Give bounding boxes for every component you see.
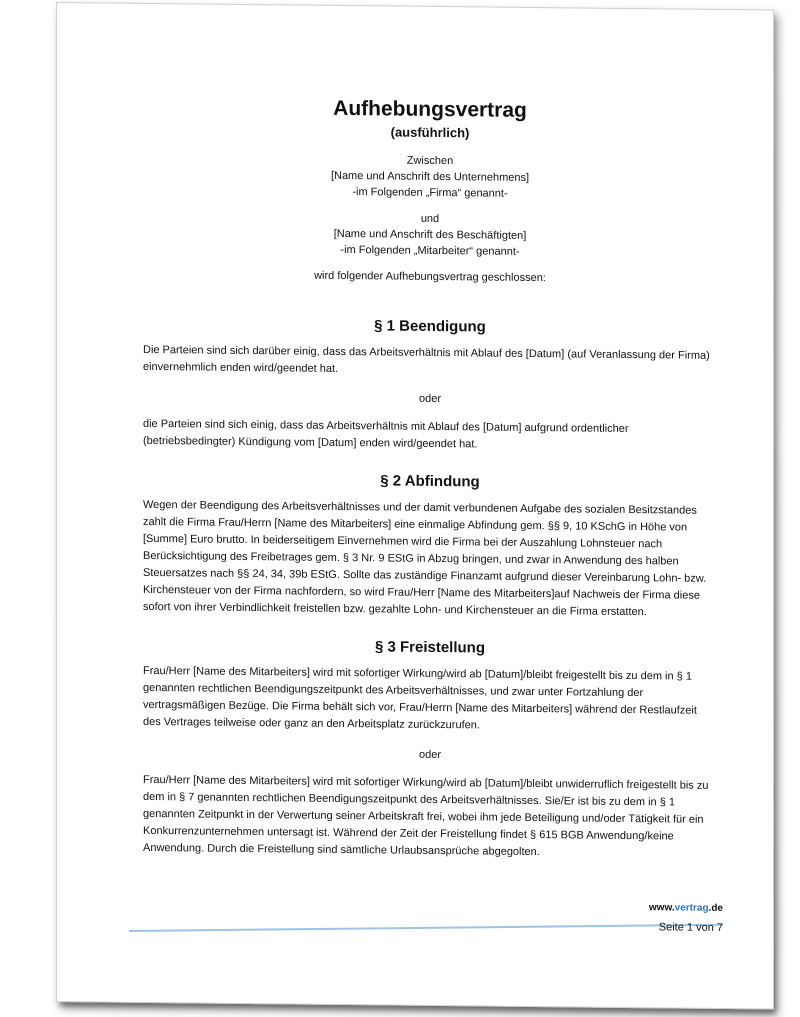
section-heading-beendigung: § 1 Beendigung	[374, 317, 486, 336]
document-title: Aufhebungsvertrag	[333, 96, 527, 122]
document-header	[143, 94, 717, 289]
section-1-paragraph-1: Die Parteien sind sich darüber einig, dass das Arbeitsverhältnis mit Ablauf des [Datum] (auf Veranlassung der Firma) einvernehmlich enden wird/geendet hat.	[143, 343, 710, 375]
section-1-or: oder	[418, 392, 442, 405]
section-2-paragraph-1: Wegen der Beendigung des Arbeitsverhältnisses und der damit verbundenen Aufgabe des sozialen Besitzstandes zahlt die Firma Frau/Herrn [Name des Mitarbeiters] eine einmalige Abfindung gem. §§ 9, 10 KSchG in Höhe von [Summe] Euro brutto. In beiderseitigem Einvernehmen wird die Firma bei der Auszahlung Lohnsteuer nach Berücksichtigung des Freibetrages gem. § 3 Nr. 9 EStG in Abzug bringen, und zwar in Anwendung des halben Steuersatzes nach §§ 24, 34, 39b EStG. Sollte das zuständige Finanzamt aufgrund dieser Vereinbarung Lohn- bzw. Kirchensteuer von der Firma nachfordern, so wird Frau/Herr [Name des Mitarbeiters]auf Nachweis der Firma diese sofort von ihrer Verbindlichkeit freistellen bzw. gezahlte Lohn- und Kirchensteuer an die Firma erstatten.	[143, 498, 707, 619]
employee-alias: -im Folgenden „Mitarbeiter“ genannt-	[340, 243, 520, 258]
section-3-or: oder	[418, 748, 442, 761]
parties-between: Zwischen	[406, 154, 454, 168]
document-page	[56, 2, 774, 1010]
section-heading-abfindung: § 2 Abfindung	[380, 472, 480, 491]
document-body	[143, 94, 717, 863]
company-alias: -im Folgenden „Firma“ genannt-	[352, 186, 508, 200]
contract-conclusion: wird folgender Aufhebungsvertrag geschlossen:	[314, 269, 546, 285]
footer-rule	[129, 924, 723, 932]
document-subtitle: (ausführlich)	[390, 124, 470, 141]
company-placeholder: [Name und Anschrift des Unternehmens]	[330, 170, 530, 185]
page-number: Seite 1 von 7	[658, 921, 723, 934]
footer-url-prefix: www.	[648, 902, 675, 914]
section-3-paragraph-1: Frau/Herr [Name des Mitarbeiters] wird mit sofortiger Wirkung/wird ab [Datum]/bleibt freigestellt bis zu dem in § 1 genannten rechtlichen Beendigungszeitpunkt des Arbeitsverhältnisses, und zwar unter Fortzahlung der vertragsmäßigen Bezüge. Die Firma behält sich vor, Frau/Herrn [Name des Mitarbeiters] während der Restlaufzeit des Vertrages teilweise oder ganz an den Arbeitsplatz zurückzurufen.	[143, 665, 697, 732]
section-heading-freistellung: § 3 Freistellung	[374, 638, 486, 657]
section-3-paragraph-2: Frau/Herr [Name des Mitarbeiters] wird mit sofortiger Wirkung/wird ab [Datum]/bleibt unwiderruflich freigestellt bis zu dem in § 7 genannten rechtlichen Beendigungszeitpunkt des Arbeitsverhältnisses. Sie/Er ist bis zu dem in § 1 genannten Zeitpunkt in der Verwertung seiner Arbeitskraft frei, wobei ihm jede Beteiligung und/oder Tätigkeit für ein Konkurrenzunternehmen untersagt ist. Während der Zeit der Freistellung findet § 615 BGB Anwendung/keine Anwendung. Durch die Freistellung sind sämtliche Urlaubsansprüche abgegolten.	[143, 773, 709, 858]
section-1-paragraph-2: die Parteien sind sich einig, dass das Arbeitsverhältnis mit Ablauf des [Datum] aufgrund ordentlicher (betriebsbedingter) Kündigung vom [Datum] enden wird/geendet hat.	[143, 417, 629, 451]
footer-url-brand: vertrag	[674, 902, 709, 914]
employee-placeholder: [Name und Anschrift des Beschäftigten]	[333, 227, 527, 242]
parties-and: und	[420, 212, 440, 226]
footer-url-suffix: .de	[708, 902, 723, 914]
footer-website[interactable]	[649, 902, 723, 914]
